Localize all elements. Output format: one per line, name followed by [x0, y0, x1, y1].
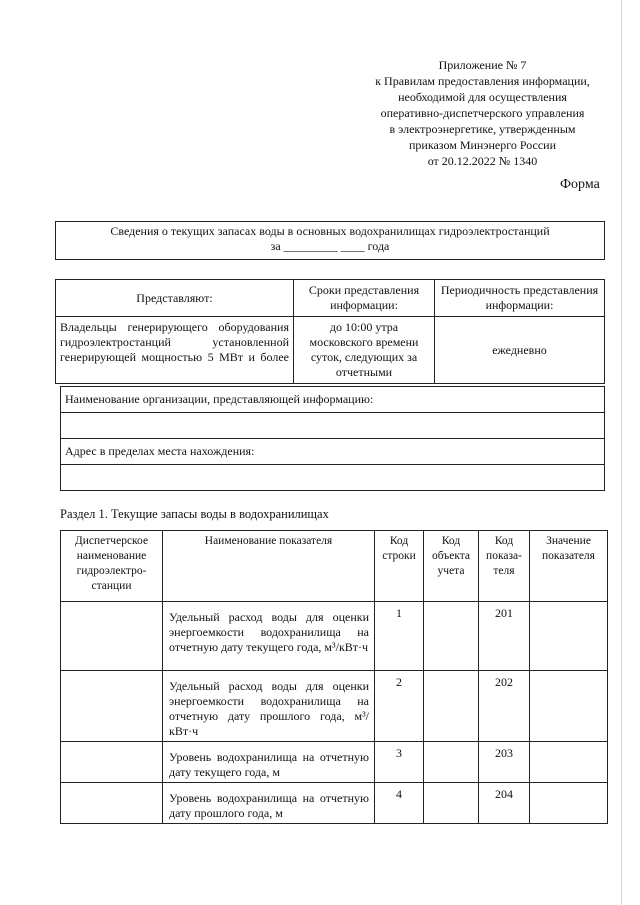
- header-row-code: Код строки: [375, 531, 424, 602]
- indicator-code-cell: 201: [479, 602, 530, 671]
- table-row: [61, 783, 608, 824]
- appendix-line: оперативно-диспетчерского управления: [380, 106, 585, 120]
- represents-header: Представляют:: [56, 280, 294, 317]
- row-code-cell: 2: [375, 671, 424, 742]
- hpp-name-cell[interactable]: [61, 783, 163, 824]
- object-code-cell[interactable]: [424, 602, 479, 671]
- org-name-field[interactable]: [61, 413, 605, 439]
- representation-table: [55, 279, 605, 384]
- appendix-line: Приложение № 7: [438, 58, 527, 72]
- appendix-block: [360, 57, 605, 169]
- table-row: [61, 602, 608, 671]
- indicator-value-cell[interactable]: [530, 671, 608, 742]
- indicator-name-text: Удельный расход воды для оценки энергоемкости водохранилища на отчетную дату прошлого года,: [169, 679, 369, 723]
- section-title: Раздел 1. Текущие запасы воды в водохранилищах: [60, 507, 329, 521]
- report-title: Сведения о текущих запасах воды в основных водохранилищах гидроэлектростанций: [110, 224, 550, 238]
- indicator-name-text: Удельный расход воды для оценки энергоемкости водохранилища на отчетную дату текущего года,: [169, 610, 369, 654]
- hpp-name-cell[interactable]: [61, 742, 163, 783]
- object-code-cell[interactable]: [424, 783, 479, 824]
- indicator-name-cell: [163, 602, 375, 671]
- deadline-value: до 10:00 утра московского времени суток, следующих за отчетными: [294, 317, 435, 384]
- represents-value: Владельцы генерирующего оборудования гидроэлектростанций установленной генерирующей мощностью 5 МВт и более: [56, 317, 294, 384]
- header-object-code: Код объекта учета: [424, 531, 479, 602]
- report-title-box: [55, 221, 605, 260]
- org-address-label: Адрес в пределах места нахождения:: [61, 439, 605, 465]
- indicator-code-cell: 203: [479, 742, 530, 783]
- report-period: [56, 239, 604, 254]
- indicator-value-cell[interactable]: [530, 783, 608, 824]
- indicator-value-cell[interactable]: [530, 742, 608, 783]
- header-indicator-value: Значение показателя: [530, 531, 608, 602]
- row-code-cell: 1: [375, 602, 424, 671]
- object-code-cell[interactable]: [424, 671, 479, 742]
- indicator-unit: м³/кВт·ч: [324, 640, 369, 654]
- water-reserves-table: [60, 530, 608, 824]
- header-hpp-name: Диспетчерское наименование гидроэлектро-станции: [61, 531, 163, 602]
- header-indicator-code: Код показа-теля: [479, 531, 530, 602]
- indicator-code-cell: 202: [479, 671, 530, 742]
- indicator-code-cell: 204: [479, 783, 530, 824]
- row-code-cell: 4: [375, 783, 424, 824]
- appendix-line: в электроэнергетике, утвержденным: [389, 122, 576, 136]
- appendix-line: приказом Минэнерго России: [408, 138, 557, 152]
- org-name-label: Наименование организации, представляющей информацию:: [61, 387, 605, 413]
- hpp-name-cell[interactable]: [61, 671, 163, 742]
- form-label: Форма: [560, 177, 600, 192]
- page-edge-line: [621, 0, 622, 905]
- table-row: [61, 742, 608, 783]
- periodicity-header: Периодичность представления информации:: [435, 280, 605, 317]
- hpp-name-cell[interactable]: [61, 602, 163, 671]
- deadline-header: Сроки представления информации:: [294, 280, 435, 317]
- header-indicator-name: Наименование показателя: [163, 531, 375, 602]
- organization-table: [60, 386, 605, 491]
- org-address-field[interactable]: [61, 465, 605, 491]
- indicator-name-cell: Уровень водохранилища на отчетную дату текущего года, м: [163, 742, 375, 783]
- indicator-value-cell[interactable]: [530, 602, 608, 671]
- appendix-line: необходимой для осуществления: [398, 90, 567, 104]
- period-suffix: года: [367, 239, 390, 253]
- indicator-name-cell: Уровень водохранилища на отчетную дату прошлого года, м: [163, 783, 375, 824]
- appendix-line: от 20.12.2022 № 1340: [427, 154, 538, 168]
- table-row: [61, 671, 608, 742]
- indicator-name-cell: [163, 671, 375, 742]
- appendix-line: к Правилам предоставления информации,: [375, 74, 590, 88]
- periodicity-value: ежедневно: [435, 317, 605, 384]
- period-blank[interactable]: _________ ____: [283, 239, 365, 253]
- indicator-unit: м³/кВт·ч: [169, 709, 369, 738]
- object-code-cell[interactable]: [424, 742, 479, 783]
- row-code-cell: 3: [375, 742, 424, 783]
- period-prefix: за: [270, 239, 281, 253]
